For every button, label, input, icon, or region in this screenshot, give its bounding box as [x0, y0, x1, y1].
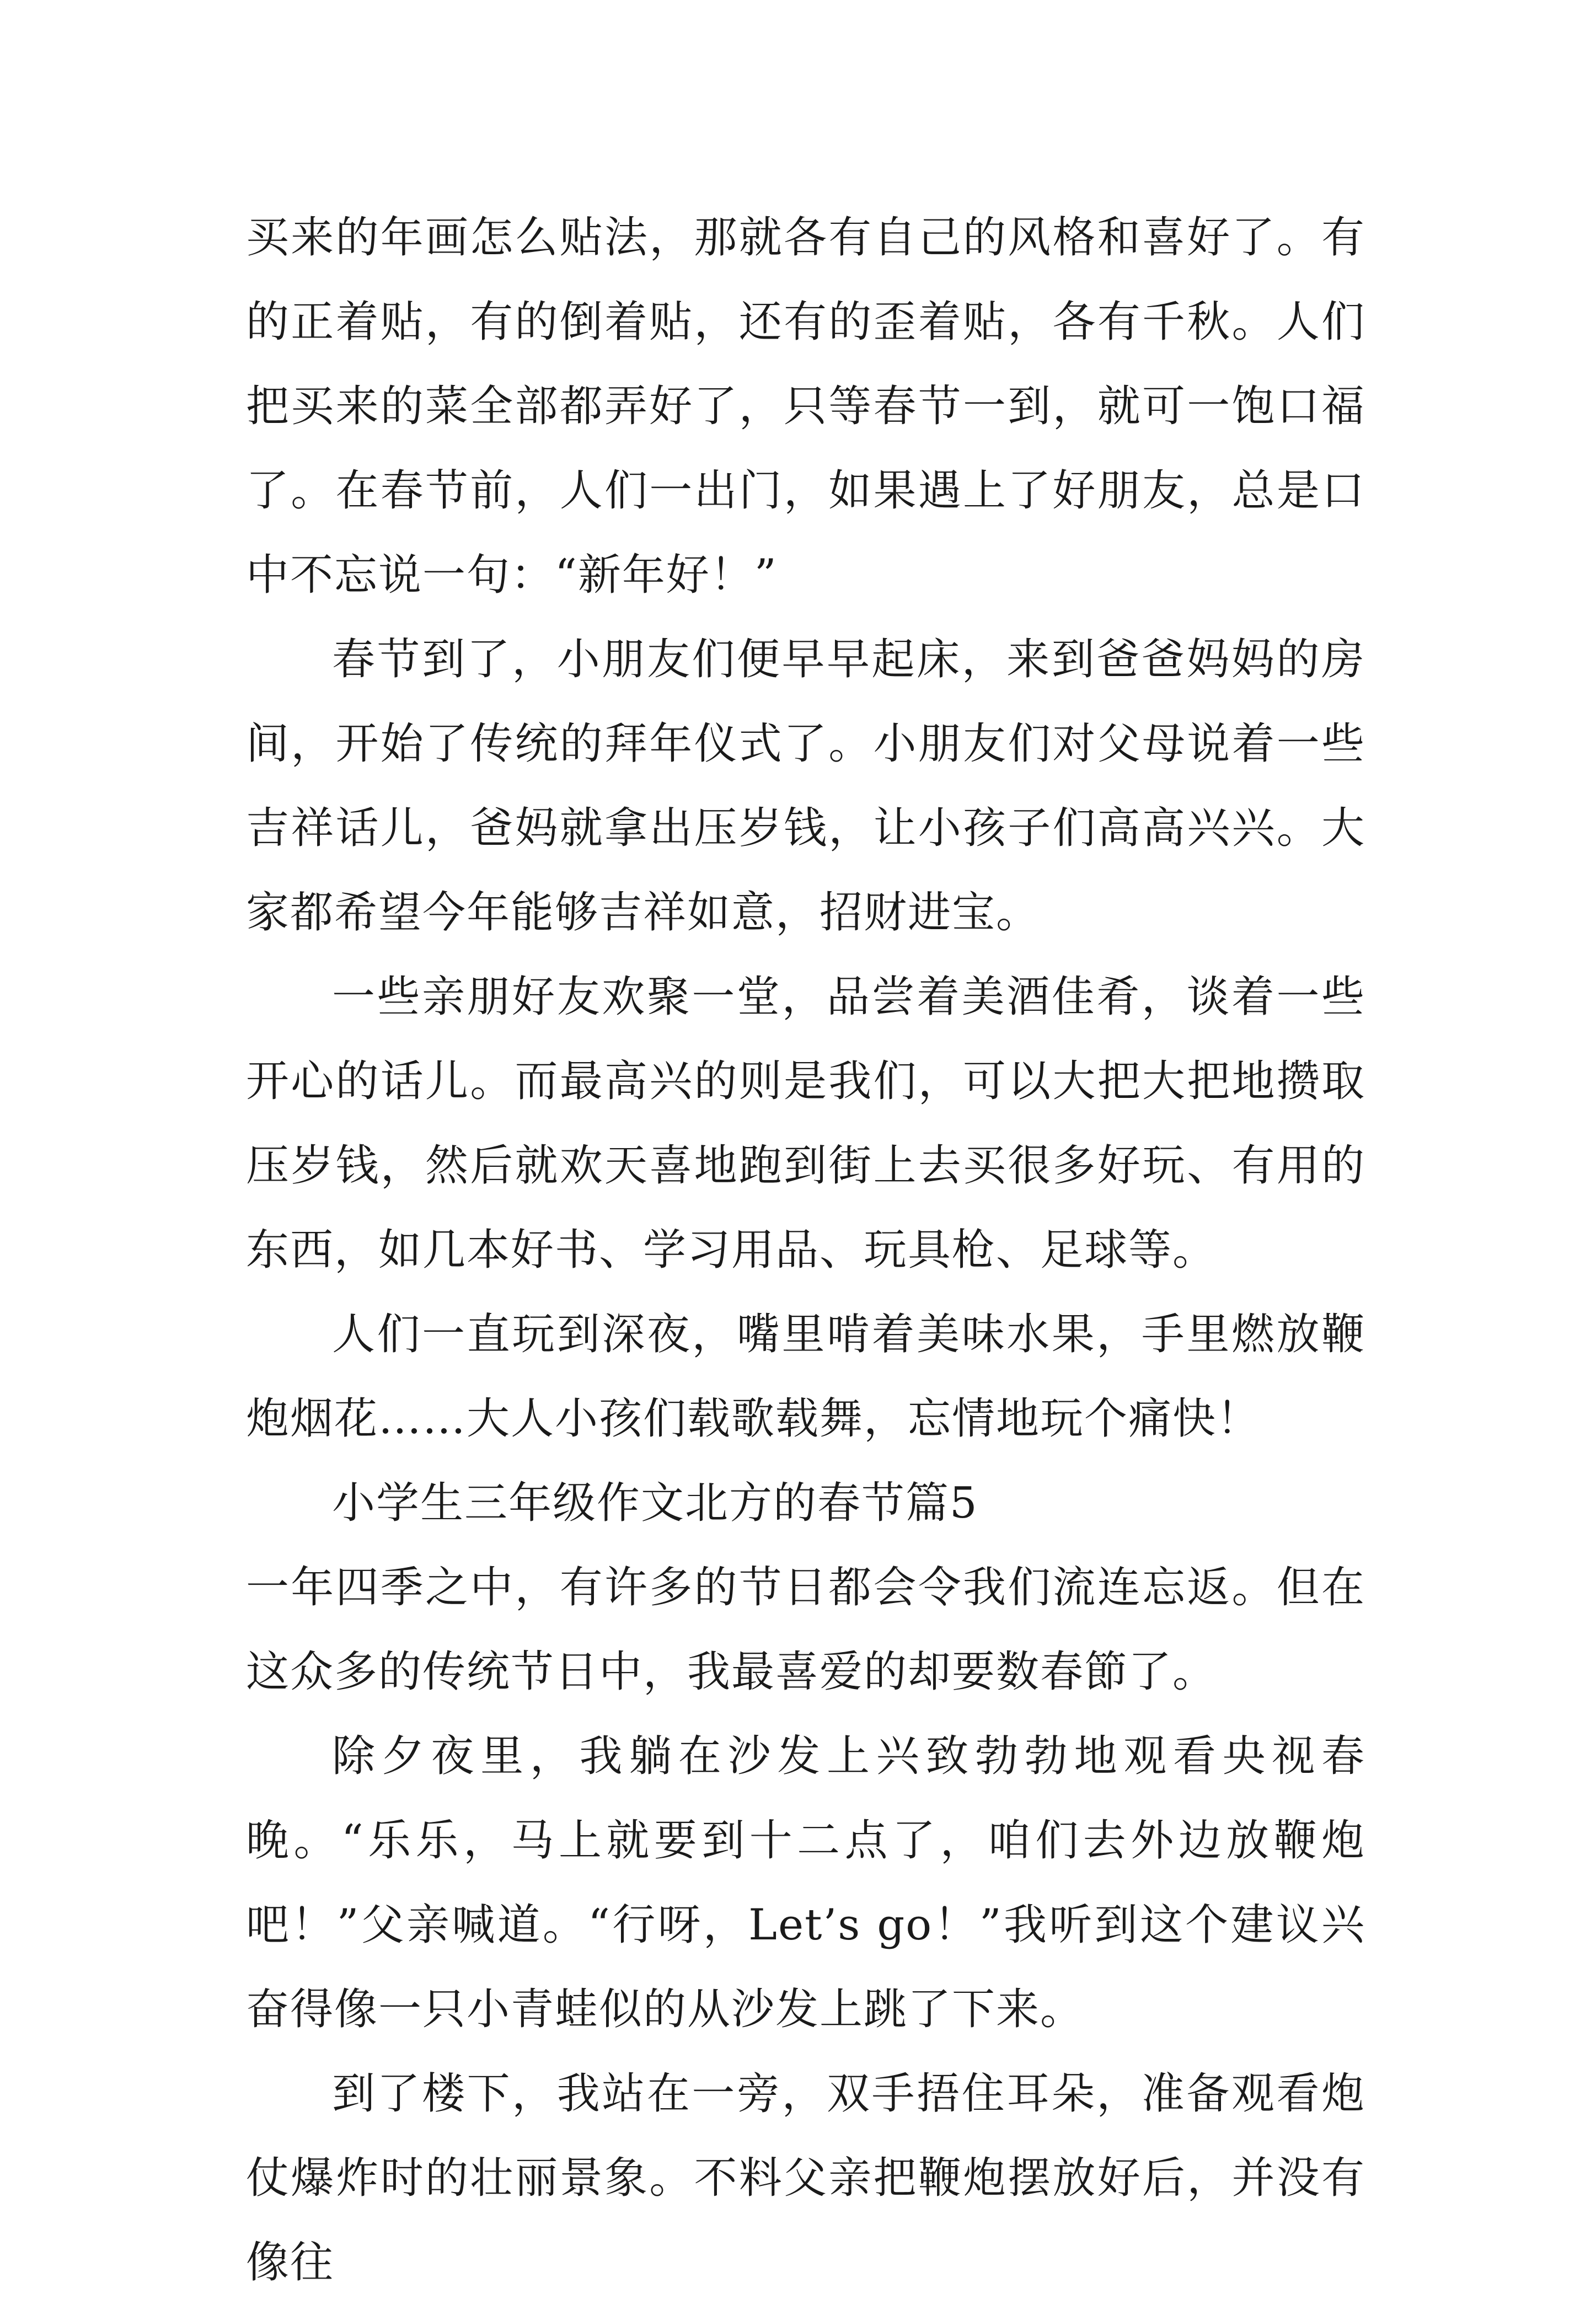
- paragraph-8: 到了楼下，我站在一旁，双手捂住耳朵，准备观看炮仗爆炸时的壮丽景象。不料父亲把鞭炮摆放好后，并没有像往: [246, 2069, 1365, 2287]
- paragraph-2: 春节到了，小朋友们便早早起床，来到爸爸妈妈的房间，开始了传统的拜年仪式了。小朋友们对父母说着一些吉祥话儿，爸妈就拿出压岁钱，让小孩子们高高兴兴。大家都希望今年能够吉祥如意，招财进宝。: [246, 635, 1365, 937]
- paragraph-1: 买来的年画怎么贴法，那就各有自己的风格和喜好了。有的正着贴，有的倒着贴，还有的歪着贴，各有千秋。人们把买来的菜全部都弄好了，只等春节一到，就可一饱口福了。在春节前，人们一出门，如果遇上了好朋友，总是口中不忘说一句：“新年好！”: [246, 213, 1365, 600]
- paragraph-3: 一些亲朋好友欢聚一堂，品尝着美酒佳肴，谈着一些开心的话儿。而最高兴的则是我们，可以大把大把地攒取压岁钱，然后就欢天喜地跑到街上去买很多好玩、有用的东西，如几本好书、学习用品、玩具枪、足球等。: [246, 972, 1365, 1275]
- section-heading: 小学生三年级作文北方的春节篇5: [332, 1478, 978, 1528]
- paragraph-6: 一年四季之中，有许多的节日都会令我们流连忘返。但在这众多的传统节日中，我最喜爱的却要数春節了。: [246, 1563, 1365, 1697]
- paragraph-4: 人们一直玩到深夜，嘴里啃着美味水果，手里燃放鞭炮烟花……大人小孩们载歌载舞，忘情地玩个痛快！: [246, 1310, 1365, 1444]
- essay-body: [246, 196, 1365, 2305]
- paragraph-7: 除夕夜里，我躺在沙发上兴致勃勃地观看央视春晚。“乐乐，马上就要到十二点了，咱们去外边放鞭炮吧！”父亲喊道。“行呀，Let’s go！”我听到这个建议兴奋得像一只小青蛙似的从沙发上跳了下来。: [246, 1732, 1365, 2034]
